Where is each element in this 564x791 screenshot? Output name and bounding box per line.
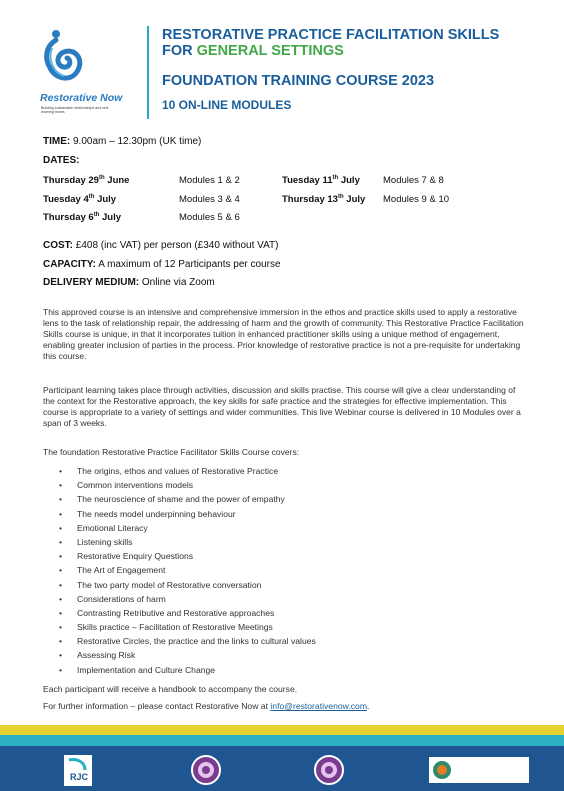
handbook-note: Each participant will receive a handbook to accompany the course. (43, 684, 298, 694)
topic-text: Considerations of harm (77, 593, 166, 604)
bullet-icon: • (59, 522, 63, 533)
topic-text: Restorative Enquiry Questions (77, 551, 194, 562)
bullet-icon: • (59, 650, 63, 661)
topic-text: Listening skills (77, 536, 133, 547)
date-2-day: Tuesday 4 (43, 194, 89, 206)
date-2-sup: th (88, 194, 95, 200)
bullet-icon: • (59, 664, 63, 675)
title-for: FOR (162, 43, 197, 59)
learning-paragraph: Participant learning takes place through activities, discussion and skills practise. This course will give a clear understanding of the context for the Restorative approach, the key skills for safe practice and the strategies for effective implementation. This course is appropriate to a variety of settings and wider communities. This live Webinar course is delivered in 10 Modules over a span of 3 weeks. (43, 385, 521, 428)
topic-text: Common interventions models (77, 480, 194, 491)
topic-text: Skills practice – Facilitation of Restorative Meetings (77, 622, 273, 633)
contact-end: . (367, 701, 370, 711)
date-4-month: July (338, 175, 360, 187)
date-4-modules: Modules 7 & 8 (383, 175, 444, 186)
title-line-1: RESTORATIVE PRACTICE FACILITATION SKILLS (162, 27, 500, 43)
cost-line (43, 240, 278, 251)
svg-text:RJC: RJC (70, 772, 89, 782)
list-item (43, 492, 513, 506)
contact-text: For further information – please contact Restorative Now at (43, 701, 271, 711)
topic-text: Restorative Circles, the practice and the links to cultural values (77, 636, 316, 647)
footer-band-teal (0, 735, 564, 746)
efrj-logo-icon (429, 757, 529, 783)
topic-text: Implementation and Culture Change (77, 664, 216, 675)
date-2 (43, 194, 116, 205)
time-line (43, 136, 201, 147)
delivery-label: DELIVERY MEDIUM: (43, 277, 140, 288)
list-item (43, 592, 513, 606)
list-item (43, 464, 513, 478)
list-item (43, 663, 513, 677)
efrj-logo (429, 757, 529, 783)
bullet-icon: • (59, 508, 63, 519)
cost-label: COST: (43, 240, 73, 251)
bullet-icon: • (59, 536, 63, 547)
cost-value: £408 (inc VAT) per person (£340 without VAT) (75, 240, 279, 251)
capacity-line (43, 259, 281, 270)
list-item (43, 563, 513, 577)
modules-title: 10 ON-LINE MODULES (162, 98, 292, 112)
date-3-modules: Modules 5 & 6 (179, 212, 240, 223)
intro-paragraph: This approved course is an intensive and comprehensive immersion in the ethos and practice skills used to apply a restorative lens to the task of relationship repair, the addressing of harm and the growth of community. This Restorative Practice Facilitation Skills course is unique, in that it incorporates tuition in enhanced practitioner skills using a unique method of engagement, enabling greater inclusion of parties in the process. Prior knowledge of restorative practice is not a pre-requisite for undertaking this course. (43, 307, 524, 361)
topic-text: The neuroscience of shame and the power of empathy (77, 494, 285, 505)
date-5-day: Thursday 13 (282, 194, 338, 206)
list-item (43, 578, 513, 592)
topic-text: The needs model underpinning behaviour (77, 508, 236, 519)
list-item (43, 507, 513, 521)
bullet-icon: • (59, 480, 63, 491)
date-5 (282, 194, 365, 205)
topics-intro: The foundation Restorative Practice Facilitator Skills Course covers: (43, 447, 300, 457)
delivery-value: Online via Zoom (141, 277, 215, 288)
topic-text: Emotional Literacy (77, 522, 148, 533)
capacity-value: A maximum of 12 Participants per course (98, 259, 281, 270)
list-item (43, 535, 513, 549)
bullet-icon: • (59, 565, 63, 576)
topic-text: The two party model of Restorative conversation (77, 579, 262, 590)
time-value: 9.00am – 12.30pm (UK time) (73, 136, 202, 147)
topics-list (43, 464, 513, 677)
date-5-month: July (343, 194, 366, 206)
date-5-modules: Modules 9 & 10 (383, 194, 450, 205)
date-1-month: June (104, 175, 130, 187)
logo-tagline: Building sustainable relationships and self-learning teams (41, 106, 109, 115)
title-general-settings: GENERAL SETTINGS (196, 43, 344, 59)
list-item (43, 620, 513, 634)
date-2-modules: Modules 3 & 4 (179, 194, 240, 205)
date-1-day: Thursday 29 (43, 175, 99, 187)
footer-band-yellow (0, 725, 564, 735)
date-1-modules: Modules 1 & 2 (179, 175, 240, 186)
bullet-icon: • (59, 593, 63, 604)
topic-text: Contrasting Retributive and Restorative approaches (77, 607, 275, 618)
dates-label (43, 155, 79, 166)
contact-line (43, 701, 369, 711)
contact-email-link[interactable]: info@restorativenow.com (270, 701, 367, 711)
bullet-icon: • (59, 494, 63, 505)
date-1-sup: th (98, 175, 105, 181)
logo-wordmark: Restorative Now (40, 92, 123, 104)
date-3-day: Thursday 6 (43, 212, 94, 224)
header-divider (147, 26, 149, 119)
rjc-logo-icon (65, 756, 91, 785)
topic-text: Assessing Risk (77, 650, 136, 661)
badge-1-icon (193, 757, 219, 783)
bullet-icon: • (59, 579, 63, 590)
registered-trainer-badge-icon (314, 755, 344, 785)
badge-2-icon (316, 757, 342, 783)
rjc-logo (64, 755, 92, 786)
capacity-label: CAPACITY: (43, 259, 96, 270)
date-2-month: July (94, 194, 117, 206)
date-3-month: July (99, 212, 122, 224)
date-3 (43, 212, 121, 223)
list-item (43, 549, 513, 563)
date-4-sup: th (332, 175, 339, 181)
list-item (43, 521, 513, 535)
topic-text: The origins, ethos and values of Restorative Practice (77, 466, 279, 476)
topic-text: The Art of Engagement (77, 565, 166, 576)
bullet-icon: • (59, 551, 63, 562)
bullet-icon: • (59, 466, 63, 476)
date-3-sup: th (93, 212, 100, 218)
date-4 (282, 175, 360, 186)
bullet-icon: • (59, 607, 63, 618)
bullet-icon: • (59, 622, 63, 633)
date-1 (43, 175, 129, 186)
restorative-now-logo (38, 28, 133, 123)
bullet-icon: • (59, 636, 63, 647)
course-title: FOUNDATION TRAINING COURSE 2023 (162, 73, 435, 89)
delivery-line (43, 277, 215, 288)
time-label: TIME: (43, 136, 71, 147)
list-item (43, 606, 513, 620)
list-item (43, 634, 513, 648)
list-item (43, 648, 513, 662)
title-line-2 (162, 43, 344, 59)
list-item (43, 478, 513, 492)
dates-label-text: DATES: (43, 155, 80, 166)
date-4-day: Tuesday 11 (282, 175, 333, 187)
date-5-sup: th (337, 194, 344, 200)
koru-logo-icon (42, 28, 86, 90)
registered-trainer-badge-icon (191, 755, 221, 785)
